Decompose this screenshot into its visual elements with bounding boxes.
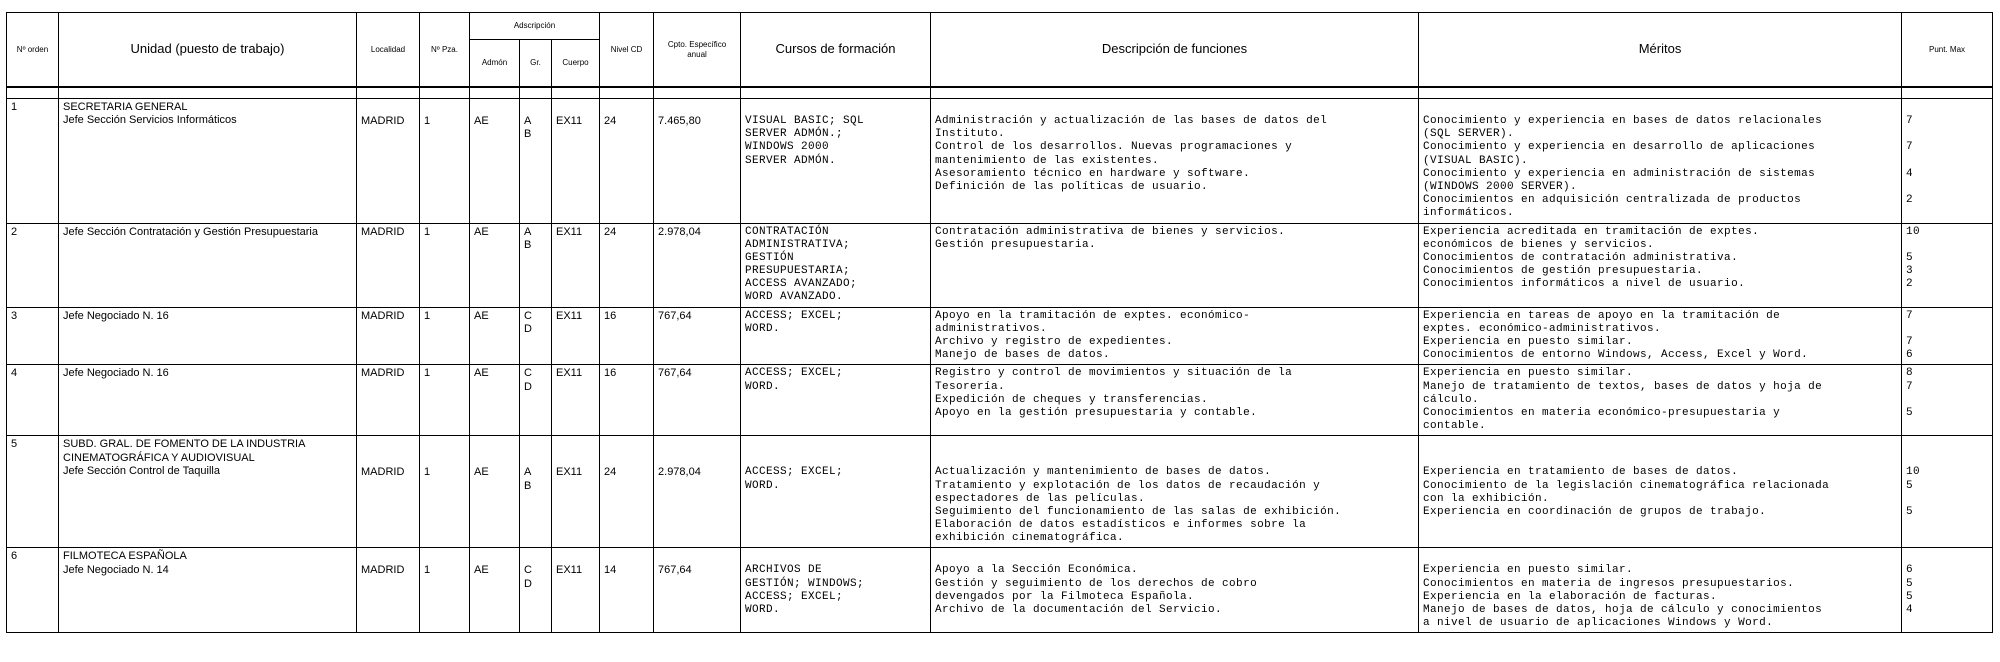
curso-line: SERVER ADMÓN.; [745, 128, 844, 141]
row-admon [470, 548, 520, 633]
table-row [7, 223, 1993, 307]
merito-line: cálculo. [1423, 393, 1480, 406]
unit-heading: SECRETARIA GENERAL [63, 101, 188, 113]
merito-line: Conocimientos de entorno Windows, Access, Excel y Word. [1423, 349, 1809, 362]
curso-line: GESTIÓN; WINDOWS; [745, 577, 865, 590]
puntuacion-value: 7 [1906, 309, 1914, 322]
descripcion-line: Tratamiento y explotación de los datos de recaudación y [935, 479, 1321, 492]
header-cpto: Cpto. Específico anual [654, 13, 741, 88]
grupo-value: D [524, 577, 532, 590]
row-unidad [59, 436, 357, 548]
pza-value: 1 [424, 466, 431, 479]
row-meritos [1419, 548, 1902, 633]
table-row [7, 365, 1993, 436]
row-puntos [1902, 365, 1993, 436]
unit-heading: CINEMATOGRÁFICA Y AUDIOVISUAL [63, 451, 255, 464]
curso-line: WORD AVANZADO. [745, 291, 844, 304]
grupo-value: A [524, 225, 532, 238]
localidad-value: MADRID [361, 367, 405, 380]
header-cursos: Cursos de formación [741, 13, 931, 88]
curso-line: ADMINISTRATIVA; [745, 238, 851, 251]
job-positions-table [6, 12, 1993, 633]
row-cursos [741, 365, 931, 436]
orden-value: 4 [11, 367, 18, 380]
localidad-value: MADRID [361, 115, 405, 127]
orden-value: 2 [11, 225, 18, 238]
merito-line: (SQL SERVER). [1423, 128, 1515, 141]
merito-line: Conocimiento y experiencia en bases de datos relacionales [1423, 115, 1823, 127]
row-unidad [59, 307, 357, 365]
grupo-value: C [524, 564, 532, 577]
row-descripcion [931, 223, 1419, 307]
merito-line: Conocimientos informáticos a nivel de usuario. [1423, 278, 1746, 291]
pza-value: 1 [424, 115, 431, 127]
row-cpto [654, 365, 741, 436]
admon-value: AE [474, 309, 489, 322]
header-punt: Punt. Max [1902, 13, 1993, 88]
merito-line: Conocimientos de contratación administrativa. [1423, 251, 1739, 264]
cuerpo-value: EX11 [556, 225, 583, 238]
row-cuerpo [552, 436, 600, 548]
row-cpto [654, 99, 741, 224]
puntuacion-value [1906, 323, 1988, 336]
table-row [7, 307, 1993, 365]
puntuacion-value [1906, 394, 1988, 407]
grupo-value: B [524, 238, 532, 251]
cpto-value: 767,64 [658, 309, 692, 322]
row-localidad [357, 436, 420, 548]
curso-line: WORD. [745, 322, 781, 335]
row-unidad [59, 99, 357, 224]
row-orden [7, 223, 59, 307]
puntuacion-value: 5 [1906, 479, 1914, 492]
table-row [7, 436, 1993, 548]
row-cursos [741, 436, 931, 548]
row-cpto [654, 436, 741, 548]
row-localidad [357, 99, 420, 224]
grupo-value: B [524, 479, 532, 492]
descripcion-line: exhibición cinematográfica. [935, 532, 1125, 545]
nivel-value: 24 [604, 115, 617, 127]
merito-line: a nivel de usuario de aplicaciones Windows y Word. [1423, 617, 1774, 630]
row-gr [520, 223, 552, 307]
admon-value: AE [474, 367, 489, 380]
cpto-value: 767,64 [658, 367, 692, 380]
orden-value: 5 [11, 438, 18, 451]
row-pza [420, 436, 470, 548]
row-nivel [600, 307, 654, 365]
puntuacion-value: 5 [1906, 251, 1914, 264]
nivel-value: 24 [604, 466, 617, 479]
merito-line: Conocimientos en materia de ingresos presupuestarios. [1423, 577, 1795, 590]
puntuacion-value [1906, 493, 1988, 506]
merito-line: Manejo de bases de datos, hoja de cálculo y conocimientos [1423, 604, 1823, 616]
puntuacion-value [1906, 617, 1988, 630]
merito-line: económicos de bienes y servicios. [1423, 238, 1655, 251]
row-meritos [1419, 307, 1902, 365]
curso-line: WORD. [745, 380, 781, 393]
row-localidad [357, 365, 420, 436]
puntuacion-value [1906, 181, 1988, 194]
puesto-title: Jefe Sección Servicios Informáticos [63, 114, 237, 127]
puntuacion-value: 5 [1906, 577, 1914, 590]
orden-value: 3 [11, 309, 18, 322]
row-cuerpo [552, 223, 600, 307]
row-nivel [600, 548, 654, 633]
nivel-value: 16 [604, 309, 617, 322]
merito-line: informáticos. [1423, 207, 1515, 220]
row-cpto [654, 307, 741, 365]
header-pza: Nº Pza. [420, 13, 470, 88]
descripcion-line: Seguimiento del funcionamiento de las salas de exhibición. [935, 505, 1342, 518]
admon-value: AE [474, 225, 489, 238]
descripcion-line: Expedición de cheques y transferencias. [935, 393, 1209, 406]
puntuacion-value: 7 [1906, 380, 1914, 393]
row-localidad [357, 223, 420, 307]
curso-line: ACCESS AVANZADO; [745, 278, 858, 291]
descripcion-line: Archivo de la documentación del Servicio. [935, 604, 1223, 616]
puntuacion-value: 6 [1906, 564, 1914, 577]
merito-line: contable. [1423, 420, 1487, 433]
row-unidad [59, 365, 357, 436]
puntuacion-value: 10 [1906, 225, 1921, 238]
curso-line: PRESUPUESTARIA; [745, 265, 851, 278]
curso-line: WINDOWS 2000 [745, 141, 830, 154]
curso-line: ACCESS; EXCEL; [745, 367, 844, 380]
row-cursos [741, 548, 931, 633]
row-admon [470, 307, 520, 365]
puntuacion-value [1906, 128, 1988, 141]
row-puntos [1902, 99, 1993, 224]
row-puntos [1902, 307, 1993, 365]
row-orden [7, 548, 59, 633]
puntuacion-value [1906, 239, 1988, 252]
descripcion-line: Control de los desarrollos. Nuevas programaciones y [935, 141, 1293, 154]
row-descripcion [931, 99, 1419, 224]
cuerpo-value: EX11 [556, 466, 583, 479]
row-puntos [1902, 436, 1993, 548]
puesto-title: Jefe Sección Contratación y Gestión Presupuestaria [63, 225, 318, 238]
row-descripcion [931, 436, 1419, 548]
cuerpo-value: EX11 [556, 309, 583, 322]
merito-line: Conocimiento y experiencia en administración de sistemas [1423, 167, 1816, 180]
puntuacion-value: 4 [1906, 167, 1914, 180]
row-unidad [59, 548, 357, 633]
admon-value: AE [474, 466, 489, 479]
pza-value: 1 [424, 309, 431, 322]
descripcion-line: Tesorería. [935, 380, 1006, 393]
row-descripcion [931, 365, 1419, 436]
row-meritos [1419, 223, 1902, 307]
descripcion-line: Gestión y seguimiento de los derechos de cobro [935, 577, 1258, 590]
curso-line: ARCHIVOS DE [745, 564, 823, 577]
descripcion-line: Definición de las políticas de usuario. [935, 180, 1209, 193]
puntuacion-value [1906, 207, 1988, 220]
puntuacion-value [1906, 420, 1988, 433]
cpto-value: 2.978,04 [658, 466, 701, 479]
descripcion-line: mantenimiento de las existentes. [935, 154, 1160, 167]
pza-value: 1 [424, 564, 431, 577]
merito-line: Experiencia en puesto similar. [1423, 367, 1634, 380]
puesto-title: Jefe Sección Control de Taquilla [63, 464, 220, 477]
cpto-value: 7.465,80 [658, 115, 701, 127]
cpto-value: 2.978,04 [658, 225, 701, 238]
row-nivel [600, 223, 654, 307]
descripcion-line: Archivo y registro de expedientes. [935, 336, 1174, 348]
merito-line: Conocimiento de la legislación cinematográfica relacionada [1423, 479, 1830, 492]
merito-line: Experiencia en tratamiento de bases de datos. [1423, 466, 1739, 479]
grupo-value: A [524, 466, 532, 479]
descripcion-line: Administración y actualización de las bases de datos del [935, 115, 1328, 127]
descripcion-line: Apoyo en la gestión presupuestaria y contable. [935, 406, 1258, 419]
header-admon: Admón [470, 40, 520, 88]
row-meritos [1419, 99, 1902, 224]
curso-line: ACCESS; EXCEL; [745, 466, 844, 479]
descripcion-line: Apoyo en la tramitación de exptes. económico- [935, 309, 1251, 322]
unit-heading: FILMOTECA ESPAÑOLA [63, 550, 187, 563]
descripcion-line: Apoyo a la Sección Económica. [935, 564, 1139, 577]
header-nivel: Nivel CD [600, 13, 654, 88]
curso-line: GESTIÓN [745, 251, 795, 264]
descripcion-line: devengados por la Filmoteca Española. [935, 590, 1195, 603]
puntuacion-value: 4 [1906, 604, 1914, 616]
row-meritos [1419, 436, 1902, 548]
merito-line: Experiencia en puesto similar. [1423, 564, 1634, 577]
descripcion-line: Actualización y mantenimiento de bases de datos. [935, 466, 1272, 479]
row-localidad [357, 307, 420, 365]
table-body [7, 87, 1993, 633]
localidad-value: MADRID [361, 466, 405, 479]
puntuacion-value: 6 [1906, 349, 1914, 362]
puntuacion-value: 2 [1906, 278, 1914, 291]
descripcion-line: Elaboración de datos estadísticos e informes sobre la [935, 519, 1307, 532]
row-nivel [600, 99, 654, 224]
pza-value: 1 [424, 225, 431, 238]
grupo-value: C [524, 367, 532, 380]
row-admon [470, 365, 520, 436]
puntuacion-value: 5 [1906, 505, 1914, 518]
puntuacion-value: 8 [1906, 367, 1914, 380]
puntuacion-value [1906, 155, 1988, 168]
cuerpo-value: EX11 [556, 367, 583, 380]
nivel-value: 24 [604, 225, 617, 238]
row-pza [420, 223, 470, 307]
puntuacion-value: 2 [1906, 194, 1914, 207]
descripcion-line: Asesoramiento técnico en hardware y software. [935, 167, 1251, 180]
row-cursos [741, 223, 931, 307]
localidad-value: MADRID [361, 225, 405, 238]
table-row [7, 99, 1993, 224]
row-admon [470, 99, 520, 224]
admon-value: AE [474, 564, 489, 577]
row-admon [470, 223, 520, 307]
merito-line: Experiencia en puesto similar. [1423, 336, 1634, 348]
merito-line: Conocimientos en materia económico-presupuestaria y [1423, 406, 1781, 419]
curso-line: ACCESS; EXCEL; [745, 309, 844, 322]
merito-line: Manejo de tratamiento de textos, bases de datos y hoja de [1423, 380, 1823, 393]
merito-line: Experiencia en coordinación de grupos de trabajo. [1423, 505, 1767, 518]
puntuacion-value: 3 [1906, 265, 1914, 278]
cpto-value: 767,64 [658, 564, 692, 577]
header-meritos: Méritos [1419, 13, 1902, 88]
grupo-value: A [524, 115, 532, 127]
curso-line: VISUAL BASIC; SQL [745, 115, 865, 127]
admon-value: AE [474, 115, 489, 127]
row-cpto [654, 548, 741, 633]
nivel-value: 14 [604, 564, 617, 577]
cuerpo-value: EX11 [556, 115, 583, 127]
row-orden [7, 99, 59, 224]
merito-line: exptes. económico-administrativos. [1423, 322, 1662, 335]
grupo-value: D [524, 380, 532, 393]
descripcion-line: Instituto. [935, 128, 1006, 141]
grupo-value: D [524, 322, 532, 335]
merito-line: Experiencia en tareas de apoyo en la tramitación de [1423, 309, 1781, 322]
pza-value: 1 [424, 367, 431, 380]
table-row [7, 548, 1993, 633]
row-nivel [600, 365, 654, 436]
row-cuerpo [552, 365, 600, 436]
curso-line: CONTRATACIÓN [745, 225, 830, 238]
descripcion-line: administrativos. [935, 322, 1048, 335]
row-unidad [59, 223, 357, 307]
row-cursos [741, 307, 931, 365]
row-admon [470, 436, 520, 548]
row-orden [7, 436, 59, 548]
puntuacion-value: 7 [1906, 115, 1914, 127]
puntuacion-value: 7 [1906, 336, 1914, 348]
merito-line: Experiencia acreditada en tramitación de exptes. [1423, 225, 1760, 238]
row-cuerpo [552, 548, 600, 633]
puntuacion-value: 5 [1906, 406, 1914, 419]
header-separator [7, 87, 1993, 99]
descripcion-line: Contratación administrativa de bienes y servicios. [935, 225, 1286, 238]
header-cuerpo: Cuerpo [552, 40, 600, 88]
row-cursos [741, 99, 931, 224]
curso-line: ACCESS; EXCEL; [745, 590, 844, 603]
row-localidad [357, 548, 420, 633]
row-descripcion [931, 307, 1419, 365]
row-nivel [600, 436, 654, 548]
merito-line: Conocimientos de gestión presupuestaria. [1423, 265, 1704, 278]
puntuacion-value: 7 [1906, 141, 1914, 154]
merito-line: Conocimiento y experiencia en desarrollo de aplicaciones [1423, 141, 1816, 154]
orden-value: 1 [11, 101, 18, 113]
row-gr [520, 307, 552, 365]
localidad-value: MADRID [361, 564, 405, 577]
puesto-title: Jefe Negociado N. 14 [63, 563, 169, 576]
merito-line: con la exhibición. [1423, 492, 1550, 505]
header-orden: Nº orden [7, 13, 59, 88]
row-meritos [1419, 365, 1902, 436]
cuerpo-value: EX11 [556, 564, 583, 577]
row-cuerpo [552, 99, 600, 224]
merito-line: (WINDOWS 2000 SERVER). [1423, 180, 1578, 193]
row-gr [520, 99, 552, 224]
row-puntos [1902, 548, 1993, 633]
row-orden [7, 365, 59, 436]
header-unidad: Unidad (puesto de trabajo) [59, 13, 357, 88]
curso-line: SERVER ADMÓN. [745, 154, 837, 167]
header-localidad: Localidad [357, 13, 420, 88]
unit-heading: SUBD. GRAL. DE FOMENTO DE LA INDUSTRIA [63, 438, 306, 451]
puesto-title: Jefe Negociado N. 16 [63, 309, 169, 322]
merito-line: Conocimientos en adquisición centralizada de productos [1423, 194, 1802, 207]
row-cpto [654, 223, 741, 307]
nivel-value: 16 [604, 367, 617, 380]
row-pza [420, 548, 470, 633]
header-adscripcion: Adscripción [470, 13, 600, 40]
curso-line: WORD. [745, 604, 781, 616]
orden-value: 6 [11, 550, 18, 563]
job-positions-document [6, 12, 1992, 633]
curso-line: WORD. [745, 479, 781, 492]
puntuacion-value: 5 [1906, 590, 1914, 603]
row-pza [420, 365, 470, 436]
merito-line: (VISUAL BASIC). [1423, 154, 1529, 167]
puesto-title: Jefe Negociado N. 16 [63, 367, 169, 380]
descripcion-line: Gestión presupuestaria. [935, 238, 1097, 251]
row-gr [520, 436, 552, 548]
row-gr [520, 365, 552, 436]
row-gr [520, 548, 552, 633]
row-pza [420, 307, 470, 365]
localidad-value: MADRID [361, 309, 405, 322]
header-descripcion: Descripción de funciones [931, 13, 1419, 88]
descripcion-line: Registro y control de movimientos y situación de la [935, 367, 1293, 380]
descripcion-line: Manejo de bases de datos. [935, 349, 1111, 362]
row-pza [420, 99, 470, 224]
table-header [7, 13, 1993, 88]
header-gr: Gr. [520, 40, 552, 88]
grupo-value: C [524, 309, 532, 322]
grupo-value: B [524, 128, 532, 141]
row-orden [7, 307, 59, 365]
row-puntos [1902, 223, 1993, 307]
row-descripcion [931, 548, 1419, 633]
descripcion-line: espectadores de las películas. [935, 492, 1146, 505]
merito-line: Experiencia en la elaboración de facturas. [1423, 590, 1718, 603]
puntuacion-value: 10 [1906, 466, 1921, 479]
row-cuerpo [552, 307, 600, 365]
